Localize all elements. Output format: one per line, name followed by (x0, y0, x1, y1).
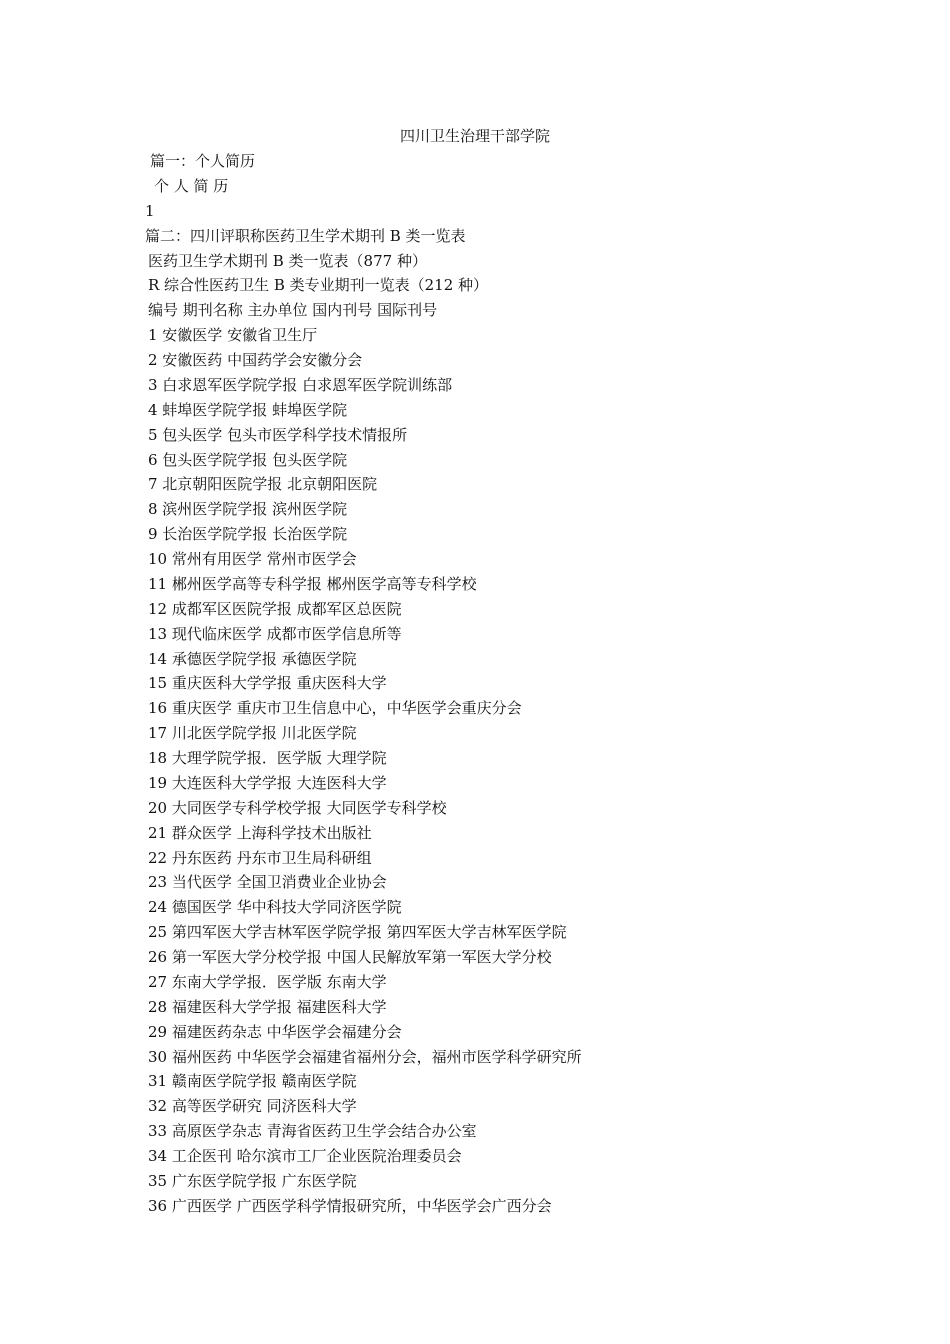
journal-entry: 21 群众医学 上海科学技术出版社 (148, 823, 372, 842)
journal-entry: 6 包头医学院学报 包头医学院 (148, 450, 348, 469)
journal-entry: 25 第四军医大学吉林军医学院学报 第四军医大学吉林军医学院 (148, 923, 567, 942)
journal-entry: 22 丹东医药 丹东市卫生局科研组 (148, 848, 372, 867)
column-header: 编号 期刊名称 主办单位 国内刊号 国际刊号 (148, 301, 438, 320)
journal-entry: 7 北京朝阳医院学报 北京朝阳医院 (148, 475, 378, 494)
journal-entry: 3 白求恩军医学院学报 白求恩军医学院训练部 (148, 375, 453, 394)
journal-entry: 13 现代临床医学 成都市医学信息所等 (148, 624, 402, 643)
journal-entry: 28 福建医科大学学报 福建医科大学 (148, 997, 387, 1016)
journal-entry: 9 长治医学院学报 长治医学院 (148, 525, 348, 544)
journal-entry: 16 重庆医学 重庆市卫生信息中心，中华医学会重庆分会 (148, 699, 522, 718)
subtitle-specialty-list: R 综合性医药卫生 B 类专业期刊一览表（212 种） (148, 276, 489, 295)
journal-entry: 1 安徽医学 安徽省卫生厅 (148, 326, 318, 345)
subtitle-journal-list: 医药卫生学术期刊 B 类一览表（877 种） (148, 251, 427, 270)
journal-entry: 15 重庆医科大学学报 重庆医科大学 (148, 674, 387, 693)
journal-entry: 36 广西医学 广西医学科学情报研究所，中华医学会广西分会 (148, 1196, 552, 1215)
resume-label: 个 人 简 历 (154, 176, 229, 195)
journal-entry: 27 东南大学学报．医学版 东南大学 (148, 972, 387, 991)
journal-entry: 33 高原医学杂志 青海省医药卫生学会结合办公室 (148, 1122, 477, 1141)
part1-heading: 篇一：个人简历 (150, 152, 256, 170)
journal-entry: 14 承德医学院学报 承德医学院 (148, 649, 357, 668)
journal-entry: 32 高等医学研究 同济医科大学 (148, 1097, 357, 1116)
journal-entry: 10 常州有用医学 常州市医学会 (148, 550, 357, 568)
journal-entry: 11 郴州医学高等专科学报 郴州医学高等专科学校 (148, 574, 477, 593)
journal-entry: 35 广东医学院学报 广东医学院 (148, 1171, 357, 1190)
journal-entry: 24 德国医学 华中科技大学同济医学院 (148, 898, 402, 917)
journal-entry: 17 川北医学院学报 川北医学院 (148, 724, 357, 743)
journal-entry: 4 蚌埠医学院学报 蚌埠医学院 (148, 400, 348, 419)
journal-entry: 31 赣南医学院学报 赣南医学院 (148, 1072, 357, 1091)
journal-entry: 5 包头医学 包头市医学科学技术情报所 (148, 425, 408, 444)
journal-entry-list (148, 325, 582, 1221)
journal-entry: 19 大连医科大学学报 大连医科大学 (148, 773, 387, 792)
journal-entry: 20 大同医学专科学校学报 大同医学专科学校 (148, 798, 447, 817)
document-title: 四川卫生治理干部学院 (399, 127, 550, 145)
journal-entry: 12 成都军区医院学报 成都军区总医院 (148, 599, 402, 618)
journal-entry: 26 第一军医大学分校学报 中国人民解放军第一军医大学分校 (148, 948, 552, 966)
document-body (145, 151, 582, 1221)
journal-entry: 34 工企医刊 哈尔滨市工厂企业医院治理委员会 (148, 1147, 462, 1165)
journal-entry: 29 福建医药杂志 中华医学会福建分会 (148, 1022, 402, 1041)
journal-entry: 30 福州医药 中华医学会福建省福州分会，福州市医学科学研究所 (148, 1047, 582, 1066)
page-number: 1 (145, 201, 155, 220)
journal-entry: 18 大理学院学报．医学版 大理学院 (148, 749, 387, 767)
journal-entry: 23 当代医学 全国卫消费业企业协会 (148, 873, 387, 892)
part2-heading: 篇二：四川评职称医药卫生学术期刊 B 类一览表 (145, 226, 466, 245)
journal-entry: 8 滨州医学院学报 滨州医学院 (148, 500, 348, 519)
journal-entry: 2 安徽医药 中国药学会安徽分会 (148, 351, 363, 369)
